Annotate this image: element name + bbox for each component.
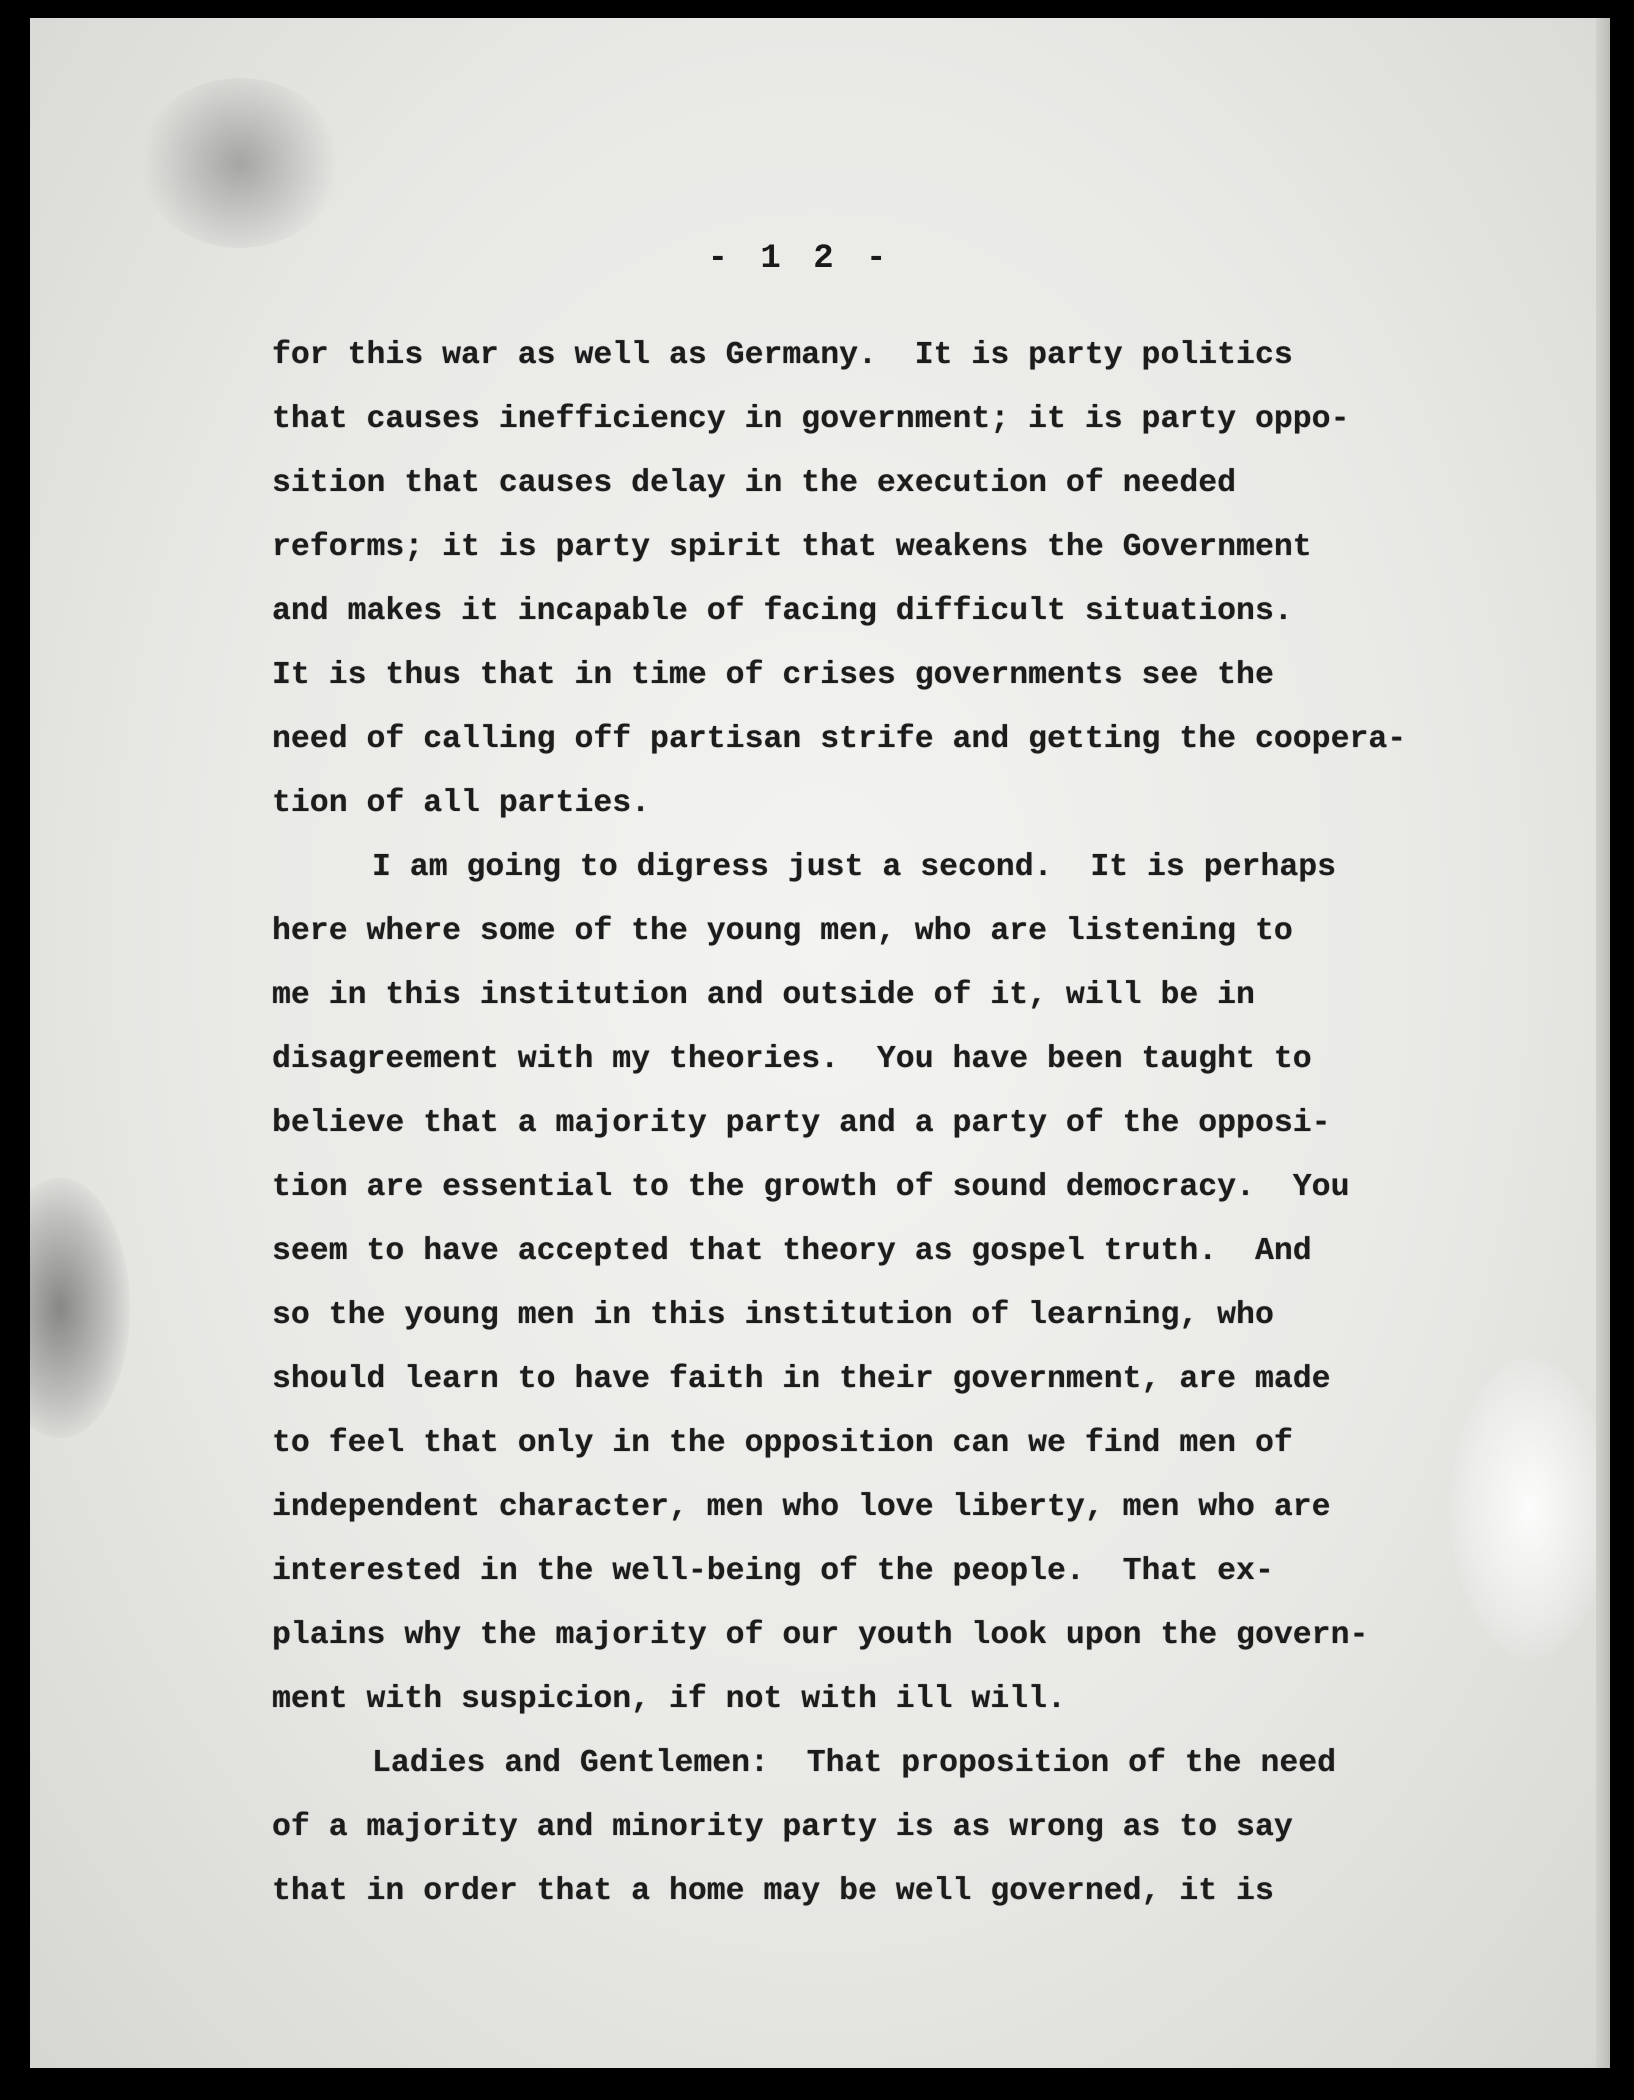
paragraph [272,836,1532,1732]
text-line: that causes inefficiency in government; it is party oppo- [272,402,1350,437]
edge-stain [30,1178,130,1438]
text-line: disagreement with my theories. You have been taught to [272,1042,1312,1077]
text-line: I am going to digress just a second. It is perhaps [372,850,1337,885]
text-line: need of calling off partisan strife and getting the coopera- [272,722,1407,757]
paper-edge [1596,18,1610,2068]
text-line: It is thus that in time of crises governments see the [272,658,1274,693]
text-line: interested in the well-being of the people. That ex- [272,1554,1274,1589]
text-line: of a majority and minority party is as wrong as to say [272,1810,1293,1845]
text-line: so the young men in this institution of learning, who [272,1298,1274,1333]
text-line: independent character, men who love liberty, men who are [272,1490,1331,1525]
paragraph [272,1732,1532,1924]
text-line: for this war as well as Germany. It is party politics [272,338,1293,373]
paragraph [272,324,1532,836]
body-text [272,324,1532,1924]
text-line: me in this institution and outside of it, will be in [272,978,1255,1013]
text-line: that in order that a home may be well governed, it is [272,1874,1274,1909]
typewritten-page [30,18,1610,2068]
text-line: tion are essential to the growth of sound democracy. You [272,1170,1350,1205]
text-line: plains why the majority of our youth look upon the govern- [272,1618,1369,1653]
text-line: should learn to have faith in their government, are made [272,1362,1331,1397]
page-number: - 1 2 - [707,240,893,278]
text-line: sition that causes delay in the execution of needed [272,466,1237,501]
text-line: and makes it incapable of facing difficult situations. [272,594,1293,629]
text-line: ment with suspicion, if not with ill will. [272,1682,1066,1717]
ink-stain [140,78,340,248]
text-line: seem to have accepted that theory as gospel truth. And [272,1234,1312,1269]
text-line: believe that a majority party and a party of the opposi- [272,1106,1331,1141]
text-line: here where some of the young men, who are listening to [272,914,1293,949]
text-line: reforms; it is party spirit that weakens the Government [272,530,1312,565]
text-line: Ladies and Gentlemen: That proposition of the need [372,1746,1337,1781]
text-line: tion of all parties. [272,786,651,821]
text-line: to feel that only in the opposition can we find men of [272,1426,1293,1461]
